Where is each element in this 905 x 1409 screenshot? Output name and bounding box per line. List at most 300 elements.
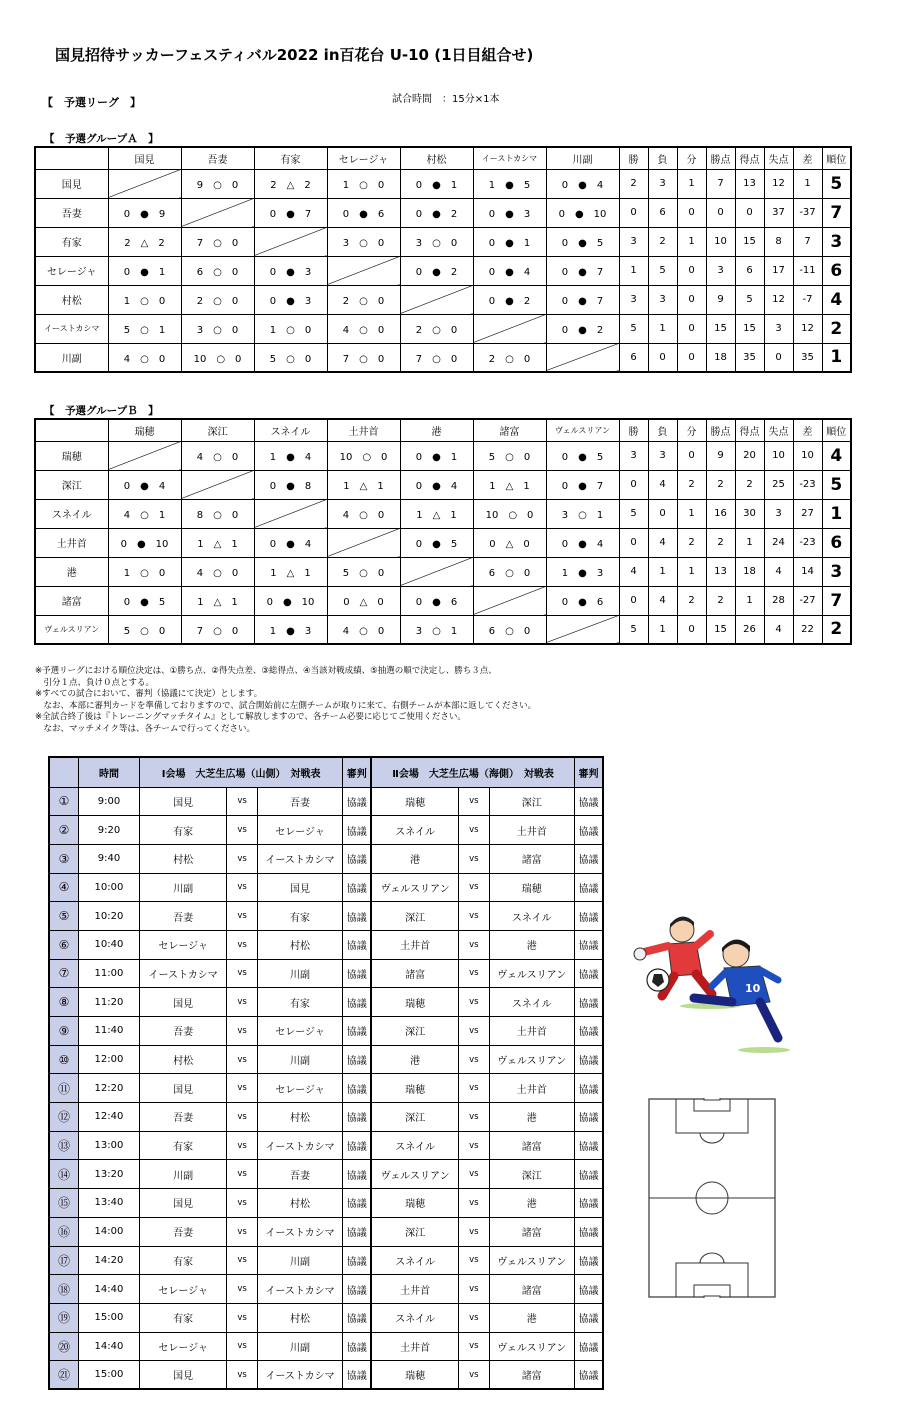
field-2-referee: 協議 [574, 873, 603, 902]
rank-value: 7 [822, 586, 851, 615]
stat-value: 4 [764, 557, 793, 586]
schedule-row [49, 1246, 603, 1275]
stat-value: 10 [764, 441, 793, 470]
stat-value: 3 [619, 285, 648, 314]
stat-value: -11 [793, 256, 822, 285]
schedule-row [49, 1217, 603, 1246]
match-result: 5 ○ 0 [327, 557, 400, 586]
match-result: 1 ● 3 [546, 557, 619, 586]
match-result: 2 ○ 0 [473, 343, 546, 372]
vs-label: vs [459, 1246, 489, 1275]
schedule-row [49, 1189, 603, 1218]
row-team-name: 村松 [35, 285, 108, 314]
field-1-home-team: 有家 [139, 1246, 226, 1275]
field-1-referee: 協議 [343, 1017, 371, 1046]
group-b-table [34, 418, 852, 645]
match-number: ⑮ [49, 1189, 78, 1218]
field-2-home-team: 瑞穂 [371, 787, 458, 816]
field-2-away-team: ヴェルスリアン [489, 1332, 574, 1361]
vs-label: vs [459, 1103, 489, 1132]
field-1-away-team: 川副 [257, 959, 342, 988]
stat-value: 18 [735, 557, 764, 586]
vs-label: vs [227, 1045, 257, 1074]
vs-label: vs [227, 1103, 257, 1132]
schedule-row [49, 1160, 603, 1189]
match-result: 0 ● 7 [546, 256, 619, 285]
match-result: 0 ● 2 [473, 285, 546, 314]
stat-value: 2 [677, 586, 706, 615]
field-1-home-team: セレージャ [139, 930, 226, 959]
self-match-cell [254, 499, 327, 528]
field-2-referee: 協議 [574, 902, 603, 931]
stat-value: 5 [619, 314, 648, 343]
kickoff-time: 13:40 [78, 1189, 139, 1218]
row-team-name: 深江 [35, 470, 108, 499]
match-result: 0 ● 2 [400, 256, 473, 285]
vs-label: vs [227, 1332, 257, 1361]
rank-value: 2 [822, 314, 851, 343]
column-team-header: 土井首 [327, 419, 400, 441]
vs-label: vs [459, 1303, 489, 1332]
vs-label: vs [227, 1131, 257, 1160]
row-team-name: 瑞穂 [35, 441, 108, 470]
schedule-row [49, 1131, 603, 1160]
stat-value: 2 [706, 470, 735, 499]
stat-value: 0 [677, 441, 706, 470]
match-result: 0 ● 1 [108, 256, 181, 285]
team-row [35, 285, 851, 314]
row-team-name: スネイル [35, 499, 108, 528]
stat-value: 4 [648, 528, 677, 557]
row-team-name: 諸富 [35, 586, 108, 615]
column-team-header: スネイル [254, 419, 327, 441]
stat-value: 0 [677, 285, 706, 314]
stat-value: 1 [648, 314, 677, 343]
number-header [49, 757, 78, 787]
stat-value: 3 [706, 256, 735, 285]
kickoff-time: 9:20 [78, 816, 139, 845]
match-number: ③ [49, 844, 78, 873]
field-2-away-team: スネイル [489, 902, 574, 931]
match-result: 1 △ 1 [327, 470, 400, 499]
match-time: 試合時間 ：15分×1本 [392, 94, 500, 105]
match-result: 6 ○ 0 [181, 256, 254, 285]
rank-value: 2 [822, 615, 851, 644]
match-result: 7 ○ 0 [327, 343, 400, 372]
field-2-home-team: 土井首 [371, 1275, 458, 1304]
header-row [35, 419, 851, 441]
vs-label: vs [227, 959, 257, 988]
stat-header: 分 [677, 419, 706, 441]
field-2-home-team: 瑞穂 [371, 1189, 458, 1218]
self-match-cell [473, 314, 546, 343]
vs-label: vs [227, 1189, 257, 1218]
field-2-home-team: スネイル [371, 1246, 458, 1275]
kickoff-time: 14:40 [78, 1332, 139, 1361]
stat-header: 勝 [619, 147, 648, 169]
match-result: 3 ○ 1 [546, 499, 619, 528]
field-1-home-team: 吾妻 [139, 1103, 226, 1132]
field-2-home-team: 土井首 [371, 1332, 458, 1361]
vs-label: vs [459, 1131, 489, 1160]
stat-value: 4 [619, 557, 648, 586]
vs-label: vs [227, 873, 257, 902]
stat-value: -37 [793, 198, 822, 227]
match-number: ⑫ [49, 1103, 78, 1132]
vs-label: vs [459, 1217, 489, 1246]
match-result: 4 ○ 0 [181, 441, 254, 470]
field-2-away-team: 深江 [489, 1160, 574, 1189]
field-1-referee: 協議 [343, 1189, 371, 1218]
rank-value: 3 [822, 227, 851, 256]
stat-value: 2 [735, 470, 764, 499]
match-result: 2 ○ 0 [181, 285, 254, 314]
match-result: 1 ○ 0 [108, 557, 181, 586]
match-result: 0 ● 7 [546, 285, 619, 314]
stat-value: 2 [648, 227, 677, 256]
field-1-referee: 協議 [343, 787, 371, 816]
stat-value: 1 [677, 169, 706, 198]
stat-value: 15 [706, 615, 735, 644]
field-1-home-team: 有家 [139, 1303, 226, 1332]
field-1-referee: 協議 [343, 902, 371, 931]
stat-value: 30 [735, 499, 764, 528]
field-2-away-team: 諸富 [489, 1361, 574, 1390]
stat-value: 20 [735, 441, 764, 470]
kickoff-time: 10:00 [78, 873, 139, 902]
stat-value: 24 [764, 528, 793, 557]
vs-label: vs [227, 816, 257, 845]
column-team-header: 川副 [546, 147, 619, 169]
match-result: 3 ○ 0 [400, 227, 473, 256]
stat-value: 0 [619, 586, 648, 615]
stat-value: 0 [706, 198, 735, 227]
stat-header: 順位 [822, 147, 851, 169]
kickoff-time: 11:40 [78, 1017, 139, 1046]
rank-value: 4 [822, 441, 851, 470]
field-1-home-team: 有家 [139, 816, 226, 845]
field-1-away-team: 吾妻 [257, 787, 342, 816]
stat-value: 3 [648, 285, 677, 314]
kickoff-time: 14:20 [78, 1246, 139, 1275]
match-result: 1 ○ 0 [108, 285, 181, 314]
match-result: 1 ● 5 [473, 169, 546, 198]
kickoff-time: 14:40 [78, 1275, 139, 1304]
vs-label: vs [459, 988, 489, 1017]
self-match-cell [327, 528, 400, 557]
column-team-header: ヴェルスリアン [546, 419, 619, 441]
match-result: 7 ○ 0 [400, 343, 473, 372]
stat-value: 14 [793, 557, 822, 586]
team-row [35, 169, 851, 198]
match-number: ⑳ [49, 1332, 78, 1361]
field-1-referee: 協議 [343, 844, 371, 873]
match-result: 0 ● 10 [108, 528, 181, 557]
stat-value: 13 [735, 169, 764, 198]
match-result: 1 ○ 0 [327, 169, 400, 198]
match-number: ④ [49, 873, 78, 902]
field-1-home-team: 吾妻 [139, 902, 226, 931]
match-result: 0 ● 9 [108, 198, 181, 227]
match-result: 5 ○ 1 [108, 314, 181, 343]
field-2-referee: 協議 [574, 1246, 603, 1275]
match-result: 6 ○ 0 [473, 557, 546, 586]
rank-value: 6 [822, 528, 851, 557]
stat-value: 12 [793, 314, 822, 343]
group-a-table [34, 146, 852, 373]
league-label: 【 予選リーグ 】 [42, 96, 141, 109]
stat-header: 差 [793, 419, 822, 441]
header-row [35, 147, 851, 169]
stat-value: 1 [677, 557, 706, 586]
match-result: 0 ● 4 [108, 470, 181, 499]
team-row [35, 528, 851, 557]
stat-value: 9 [706, 285, 735, 314]
column-team-header: 吾妻 [181, 147, 254, 169]
match-number: ② [49, 816, 78, 845]
match-result: 1 △ 1 [181, 586, 254, 615]
field-2-header: Ⅱ会場 大芝生広場（海側） 対戦表 [371, 757, 574, 787]
field-2-referee: 協議 [574, 1361, 603, 1390]
self-match-cell [181, 470, 254, 499]
match-result: 0 ● 3 [254, 256, 327, 285]
vs-label: vs [227, 902, 257, 931]
match-result: 1 △ 1 [254, 557, 327, 586]
match-result: 0 ● 2 [400, 198, 473, 227]
field-2-away-team: ヴェルスリアン [489, 1045, 574, 1074]
field-2-referee: 協議 [574, 787, 603, 816]
match-result: 8 ○ 0 [181, 499, 254, 528]
schedule-row [49, 1017, 603, 1046]
field-1-away-team: イーストカシマ [257, 844, 342, 873]
match-result: 0 ● 4 [473, 256, 546, 285]
match-result: 0 ● 3 [254, 285, 327, 314]
schedule-row [49, 1103, 603, 1132]
match-result: 0 ● 4 [546, 528, 619, 557]
team-row [35, 314, 851, 343]
stat-value: 12 [764, 285, 793, 314]
field-2-away-team: 港 [489, 1103, 574, 1132]
stat-value: 3 [764, 314, 793, 343]
stat-value: 15 [735, 227, 764, 256]
field-1-referee: 協議 [343, 959, 371, 988]
schedule-row [49, 1275, 603, 1304]
field-1-home-team: 国見 [139, 988, 226, 1017]
schedule-row [49, 1332, 603, 1361]
note-line: なお、マッチメイク等は、各チームで行ってください。 [35, 723, 255, 734]
schedule-row [49, 1303, 603, 1332]
field-1-referee: 協議 [343, 1074, 371, 1103]
match-result: 0 ● 5 [108, 586, 181, 615]
referee-header: 審判 [574, 757, 603, 787]
field-1-away-team: イーストカシマ [257, 1217, 342, 1246]
schedule-table [48, 756, 604, 1390]
stat-value: 13 [706, 557, 735, 586]
field-2-home-team: スネイル [371, 1303, 458, 1332]
field-2-away-team: 諸富 [489, 844, 574, 873]
stat-value: 7 [706, 169, 735, 198]
self-match-cell [400, 557, 473, 586]
field-2-home-team: スネイル [371, 816, 458, 845]
team-row [35, 198, 851, 227]
rank-value: 7 [822, 198, 851, 227]
stat-value: 25 [764, 470, 793, 499]
vs-label: vs [227, 1017, 257, 1046]
referee-header: 審判 [343, 757, 371, 787]
match-number: ㉑ [49, 1361, 78, 1390]
field-1-away-team: 村松 [257, 1103, 342, 1132]
schedule-row [49, 930, 603, 959]
field-2-away-team: 諸富 [489, 1275, 574, 1304]
kickoff-time: 10:40 [78, 930, 139, 959]
match-result: 1 ● 3 [254, 615, 327, 644]
schedule-row [49, 1361, 603, 1390]
stat-value: 6 [648, 198, 677, 227]
match-result: 2 ○ 0 [400, 314, 473, 343]
match-number: ⑨ [49, 1017, 78, 1046]
match-result: 0 ● 4 [400, 470, 473, 499]
match-number: ⑭ [49, 1160, 78, 1189]
schedule-row [49, 873, 603, 902]
vs-label: vs [227, 1074, 257, 1103]
team-row [35, 557, 851, 586]
stat-header: 得点 [735, 147, 764, 169]
vs-label: vs [227, 1160, 257, 1189]
stat-value: 0 [619, 470, 648, 499]
column-team-header: セレージャ [327, 147, 400, 169]
field-2-home-team: 深江 [371, 1217, 458, 1246]
match-result: 4 ○ 1 [108, 499, 181, 528]
stat-value: 22 [793, 615, 822, 644]
field-1-referee: 協議 [343, 816, 371, 845]
row-team-name: セレージャ [35, 256, 108, 285]
field-1-referee: 協議 [343, 988, 371, 1017]
match-result: 0 ● 1 [400, 169, 473, 198]
match-result: 0 ● 6 [327, 198, 400, 227]
field-1-home-team: 吾妻 [139, 1217, 226, 1246]
match-result: 1 ○ 0 [254, 314, 327, 343]
column-team-header: 深江 [181, 419, 254, 441]
match-result: 5 ○ 0 [254, 343, 327, 372]
row-team-name: 土井首 [35, 528, 108, 557]
field-2-home-team: 港 [371, 844, 458, 873]
match-result: 2 ○ 0 [327, 285, 400, 314]
field-2-home-team: 瑞穂 [371, 1361, 458, 1390]
stat-value: 1 [793, 169, 822, 198]
kickoff-time: 12:00 [78, 1045, 139, 1074]
field-2-home-team: 諸富 [371, 959, 458, 988]
stat-value: 6 [735, 256, 764, 285]
field-2-away-team: 瑞穂 [489, 873, 574, 902]
row-team-name: 有家 [35, 227, 108, 256]
soccer-players-illustration [632, 910, 800, 1060]
match-number: ① [49, 787, 78, 816]
rank-value: 5 [822, 470, 851, 499]
field-1-referee: 協議 [343, 930, 371, 959]
stat-value: 0 [677, 198, 706, 227]
field-1-away-team: 川副 [257, 1045, 342, 1074]
match-result: 2 △ 2 [108, 227, 181, 256]
note-line: ※全試合終了後は『トレーニングマッチタイム』として解放しますので、各チーム必要に応じてご使用ください。 [35, 712, 466, 722]
field-1-home-team: 村松 [139, 844, 226, 873]
column-team-header: 国見 [108, 147, 181, 169]
column-team-header: 村松 [400, 147, 473, 169]
stat-value: 10 [793, 441, 822, 470]
field-2-referee: 協議 [574, 844, 603, 873]
field-2-referee: 協議 [574, 1103, 603, 1132]
vs-label: vs [459, 1189, 489, 1218]
field-2-home-team: スネイル [371, 1131, 458, 1160]
stat-value: 35 [793, 343, 822, 372]
match-result: 0 △ 0 [327, 586, 400, 615]
corner-cell [35, 419, 108, 441]
match-result: 0 ● 6 [400, 586, 473, 615]
match-result: 7 ○ 0 [181, 615, 254, 644]
stat-value: 3 [764, 499, 793, 528]
kickoff-time: 12:40 [78, 1103, 139, 1132]
field-2-referee: 協議 [574, 1189, 603, 1218]
schedule-row [49, 787, 603, 816]
stat-value: 15 [706, 314, 735, 343]
field-1-away-team: 吾妻 [257, 1160, 342, 1189]
vs-label: vs [459, 1332, 489, 1361]
rank-value: 1 [822, 343, 851, 372]
self-match-cell [546, 343, 619, 372]
stat-value: 2 [706, 528, 735, 557]
column-team-header: 港 [400, 419, 473, 441]
stat-value: 1 [677, 227, 706, 256]
stat-header: 勝点 [706, 147, 735, 169]
stat-value: 1 [735, 586, 764, 615]
self-match-cell [108, 169, 181, 198]
field-1-referee: 協議 [343, 1246, 371, 1275]
field-1-away-team: 国見 [257, 873, 342, 902]
self-match-cell [400, 285, 473, 314]
match-result: 0 ● 6 [546, 586, 619, 615]
field-2-away-team: ヴェルスリアン [489, 1246, 574, 1275]
field-1-home-team: 吾妻 [139, 1017, 226, 1046]
match-result: 0 ● 5 [546, 227, 619, 256]
stat-value: 1 [648, 557, 677, 586]
stat-value: 0 [677, 343, 706, 372]
self-match-cell [181, 198, 254, 227]
stat-value: 10 [706, 227, 735, 256]
row-team-name: 港 [35, 557, 108, 586]
match-result: 5 ○ 0 [473, 441, 546, 470]
field-1-home-team: 川副 [139, 1160, 226, 1189]
field-1-referee: 協議 [343, 1217, 371, 1246]
match-result: 3 ○ 0 [327, 227, 400, 256]
kickoff-time: 14:00 [78, 1217, 139, 1246]
field-2-referee: 協議 [574, 1017, 603, 1046]
field-2-away-team: 港 [489, 1189, 574, 1218]
match-result: 0 ● 7 [254, 198, 327, 227]
stat-value: 9 [706, 441, 735, 470]
stat-value: 4 [648, 586, 677, 615]
field-2-away-team: スネイル [489, 988, 574, 1017]
match-result: 0 ● 10 [546, 198, 619, 227]
match-result: 0 ● 5 [546, 441, 619, 470]
stat-value: 0 [677, 256, 706, 285]
row-team-name: 吾妻 [35, 198, 108, 227]
stat-value: 17 [764, 256, 793, 285]
stat-value: 4 [648, 470, 677, 499]
column-team-header: イーストカシマ [473, 147, 546, 169]
match-number: ⑬ [49, 1131, 78, 1160]
match-number: ⑩ [49, 1045, 78, 1074]
vs-label: vs [227, 1303, 257, 1332]
stat-header: 順位 [822, 419, 851, 441]
